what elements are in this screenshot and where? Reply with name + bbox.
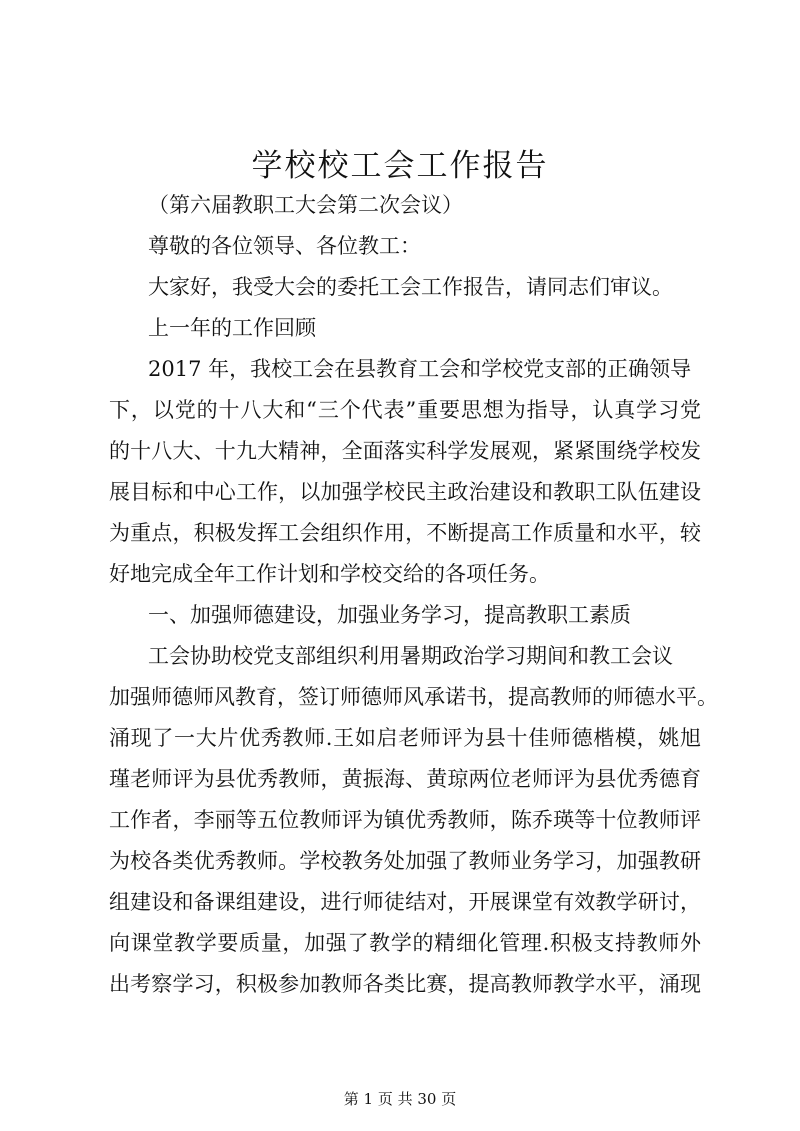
paragraph-line: 瑾老师评为县优秀教师，黄振海、黄琼两位老师评为县优秀德育 — [109, 767, 701, 791]
paragraph-line: 涌现了一大片优秀教师.王如启老师评为县十佳师德楷模，姚旭 — [109, 726, 701, 750]
paragraph-line: 展目标和中心工作，以加强学校民主政治建设和教职工队伍建设 — [109, 480, 701, 504]
paragraph-line: 2017 年，我校工会在县教育工会和学校党支部的正确领导 — [148, 357, 692, 381]
section-heading-1: 一、加强师德建设，加强业务学习，提高教职工素质 — [148, 603, 631, 627]
paragraph-line: 组建设和备课组建设，进行师徒结对，开展课堂有效教学研讨， — [109, 890, 701, 914]
paragraph-line: 下，以党的十八大和“三个代表”重要思想为指导，认真学习党 — [109, 398, 701, 422]
paragraph-line: 出考察学习，积极参加教师各类比赛，提高教师教学水平，涌现 — [109, 972, 701, 996]
salutation: 尊敬的各位领导、各位教工： — [148, 234, 421, 258]
section-heading-review: 上一年的工作回顾 — [148, 316, 316, 340]
paragraph-line: 好地完成全年工作计划和学校交给的各项任务。 — [109, 562, 550, 586]
subtitle: （第六届教职工大会第二次会议） — [148, 193, 463, 217]
paragraph-line: 的十八大、十九大精神，全面落实科学发展观，紧紧围绕学校发 — [109, 439, 701, 463]
page-number-footer: 第 1 页 共 30 页 — [343, 1090, 457, 1108]
greeting: 大家好，我受大会的委托工会工作报告，请同志们审议。 — [148, 275, 673, 299]
paragraph-line: 加强师德师风教育，签订师德师风承诺书，提高教师的师德水平。 — [109, 685, 718, 709]
paragraph-line: 向课堂教学要质量，加强了教学的精细化管理.积极支持教师外 — [109, 931, 701, 955]
paragraph-line: 工会协助校党支部组织利用暑期政治学习期间和教工会议 — [148, 644, 673, 668]
paragraph-line: 工作者，李丽等五位教师评为镇优秀教师，陈乔瑛等十位教师评 — [109, 808, 701, 832]
paragraph-line: 为重点，积极发挥工会组织作用，不断提高工作质量和水平，较 — [109, 521, 701, 545]
document-title: 学校校工会工作报告 — [251, 148, 549, 184]
paragraph-line: 为校各类优秀教师。学校教务处加强了教师业务学习，加强教研 — [109, 849, 701, 873]
